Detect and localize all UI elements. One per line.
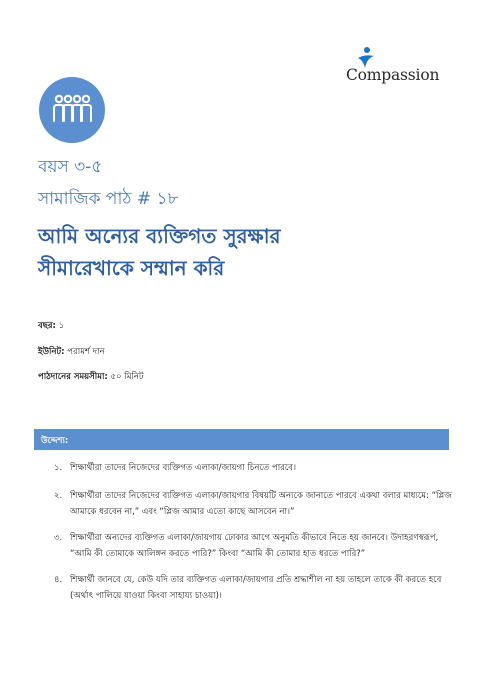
objective-text: শিক্ষার্থীরা তাদের নিজেদের ব্যক্তিগত এলাকা/জায়গার বিষয়টি অন্যকে জানাতে পারবে একথা বলার মাধ্যমে: “প্লিজ আমাকে ধরবেন না,” এবং “প্লিজ আমার এতো কাছে আসবেন না।” — [70, 491, 452, 517]
unit-value: পরামর্শ দান — [67, 347, 105, 357]
time-value: ৫০ মিনিট — [110, 372, 144, 382]
objective-number: ৩. — [54, 533, 63, 543]
title-line-1: আমি অন্যের ব্যক্তিগত সুরক্ষার — [38, 224, 281, 248]
title-line-2: সীমারেখাকে সম্মান করি — [38, 256, 225, 280]
meta-time — [38, 370, 144, 384]
objective-number: ৪. — [54, 575, 63, 585]
objective-item — [54, 530, 460, 562]
objective-text: শিক্ষার্থী জানবে যে, কেউ যদি তার ব্যক্তিগত এলাকা/জায়গার প্রতি শ্রদ্ধাশীল না হয় তাহলে তাকে কী করতে হবে (অর্থাৎ পালিয়ে যাওয়া কিংবা সাহায্য চাওয়া)। — [70, 575, 442, 601]
page-title — [38, 220, 468, 284]
objective-item — [54, 488, 460, 520]
lesson-number: সামাজিক পাঠ # ১৮ — [38, 189, 179, 209]
objectives-heading-bar — [34, 429, 449, 450]
objectives-heading: উদ্দেশ্য: — [41, 436, 69, 446]
objective-number: ২. — [54, 491, 63, 501]
time-label: পাঠদানের সময়সীমা: — [38, 372, 108, 382]
objective-item — [54, 460, 460, 476]
meta-unit — [38, 345, 105, 359]
objective-text: শিক্ষার্থীরা অন্যদের ব্যক্তিগত এলাকা/জায়গায় ঢোকার আগে অনুমতি কীভাবে নিতে হয় জানবে। উদাহরণস্বরূপ, “আমি কী তোমাকে আলিঙ্গন করতে পারি?” কিংবা “আমি কী তোমার হাত ধরতে পারি?” — [70, 533, 439, 559]
people-group-icon — [39, 77, 105, 143]
logo-text: Compassion — [346, 66, 440, 84]
age-range: বয়স ৩-৫ — [38, 157, 103, 177]
objective-text: শিক্ষার্থীরা তাদের নিজেদের ব্যক্তিগত এলাকা/জায়গা চিনতে পারবে। — [70, 463, 297, 473]
objective-number: ১. — [54, 463, 63, 473]
unit-label: ইউনিট: — [38, 347, 65, 357]
year-value: ১ — [58, 321, 65, 331]
objective-item — [54, 572, 460, 604]
compassion-logo — [346, 46, 446, 96]
year-label: বছর: — [38, 321, 56, 331]
meta-year — [38, 319, 64, 333]
